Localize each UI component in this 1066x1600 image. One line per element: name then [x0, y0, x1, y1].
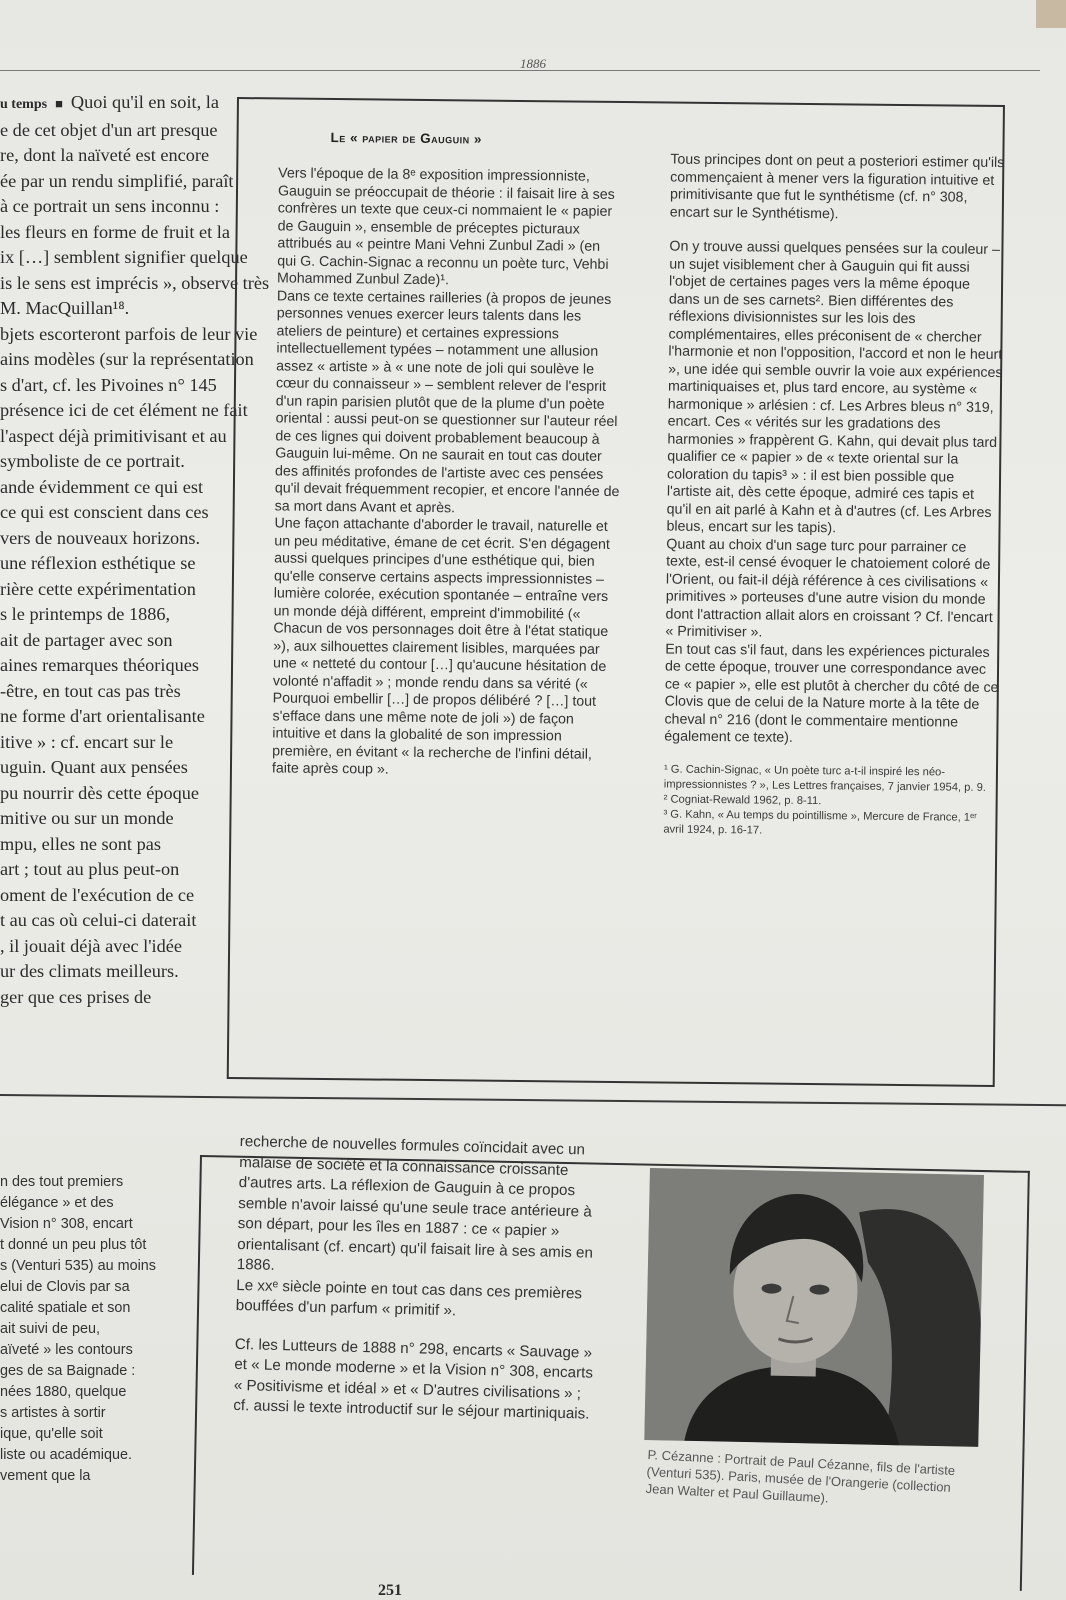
bottom-paragraph: Cf. les Lutteurs de 1888 n° 298, encarts « Sauvage » et « Le monde moderne » et la Vision n° 308, encarts « Positivisme et idéal » et « D'autres civilisations » ; cf. aussi le texte introductif sur le séjour martiniquais.: [233, 1335, 594, 1423]
left-column-line: s d'art, cf. les Pivoines n° 145: [0, 374, 217, 395]
bottom-left-line: ait suivi de peu,: [0, 1321, 100, 1337]
left-column-line: uguin. Quant aux pensées: [0, 757, 188, 777]
encart-paragraph: En tout cas s'il faut, dans les expériences picturales de cette époque, trouver une correspondance avec ce « papier », elle est plutôt à chercher du côté de ce Clovis que de celui de la Nature morte à la tête de cheval n° 216 (dont le commentaire mentionne également ce texte).: [664, 641, 999, 746]
portrait-illustration: [644, 1168, 984, 1447]
left-column-line: ur des climats meilleurs.: [0, 961, 179, 981]
bottom-left-line: vement que la: [0, 1468, 91, 1484]
encart-box: [227, 97, 1005, 1087]
left-column-line: aines remarques théoriques: [0, 655, 199, 675]
left-column-line: bjets escorteront parfois de leur vie: [0, 323, 258, 344]
left-column-line: ée par un rendu simplifié, paraît: [0, 170, 234, 191]
portrait-image: [644, 1168, 984, 1447]
left-column-line: vers de nouveaux horizons.: [0, 527, 201, 548]
left-column-line: is le sens est imprécis », observe très: [0, 272, 270, 293]
left-column-line: e de cet objet d'un art presque: [0, 119, 218, 140]
bottom-left-line: élégance » et des: [0, 1195, 114, 1211]
left-column-line: ix […] semblent signifier quelque: [0, 247, 248, 267]
header-rule: [0, 70, 1040, 71]
bottom-left-line: n des tout premiers: [0, 1174, 124, 1190]
left-column-line: itive » : cf. encart sur le: [0, 731, 174, 752]
bottom-paragraph: Le xxᵉ siècle pointe en tout cas dans ces premières bouffées d'un parfum « primitif ».: [235, 1276, 583, 1320]
portrait-caption: P. Cézanne : Portrait de Paul Cézanne, fils de l'artiste (Venturi 535). Paris, musée de l'Orangerie (collection Jean Walter et Paul Guillaume).: [645, 1446, 956, 1506]
bottom-left-line: s artistes à sortir: [0, 1405, 106, 1421]
encart-paragraph: On y trouve aussi quelques pensées sur la couleur – un sujet visiblement cher à Gauguin qui fit aussi l'objet de certaines pages vers la même époque dans un de ses carnets². Bien différentes des réflexions divisionnistes sur les lois des complémentaires, elles préconisent de « chercher l'harmonie et non l'opposition, l'accord et non le heurt », une idée qui semble ouvrir la voie aux expériences martiniquaises et, plus tard encore, au système « harmonique » arlésien : cf. Les Arbres bleus n° 319, encart. Ces « vérités sur les gradations des harmonies » frappèrent G. Kahn, qui devait plus tard qualifier ce « papier » de « texte oriental sur la coloration du tapis³ » : il est bien possible que l'artiste ait, dès cette époque, admiré ces tapis et qu'il en ait parlé à Kahn et à d'autres (cf. Les Arbres bleus, encart sur les tapis).: [666, 238, 1003, 537]
encart-paragraph: Quant au choix d'un sage turc pour parrainer ce texte, est-il censé évoquer le chatoiement coloré de l'Orient, ou fait-il déjà référence à ces civilisations « primitives » porteuses d'une autre vision du monde dont l'attraction allait alors en croissant ? Cf. l'encart « Primitiviser ».: [665, 536, 993, 641]
left-column-line: ger que ces prises de: [0, 986, 152, 1007]
encart-column-left: [272, 165, 623, 781]
footnote: ¹ G. Cachin-Signac, « Un poète turc a-t-il inspiré les néo-impressionnistes ? », Les Lettres françaises, 7 janvier 1954, p. 9.: [663, 763, 986, 794]
left-column-line: symboliste de ce portrait.: [0, 451, 185, 471]
left-column-line: s le printemps de 1886,: [0, 604, 171, 624]
bottom-left-line: Vision n° 308, encart: [0, 1216, 133, 1232]
bottom-box-text: [233, 1132, 602, 1425]
left-column-line: pu nourrir dès cette époque: [0, 782, 199, 803]
encart-paragraph: Une façon attachante d'aborder le travail, naturelle et un peu méditative, émane de cet écrit. S'en dégagent aussi quelques principes d'une esthétique qui, bien qu'elle conserve certains aspects impressionnistes – lumière colorée, exécution spontanée – entraîne vers un monde déjà différent, empreint d'immobilité (« Chacun de vos personnages doit être à l'état statique »), aux silhouettes clairement lisibles, marquées par une « netteté du contour […] qu'aucune hésitation de volonté n'affadit » ; monde rendu dans sa vérité (« Pourquoi embellir […] de propos délibéré ? […] tout s'efface dans une même note de joli ») de façon intuitive et dans la globalité de son impression première, en évitant « la recherche de l'infini détail, faite après coup ».: [271, 515, 610, 778]
bottom-left-line: ges de sa Baignade :: [0, 1363, 136, 1379]
section-divider: [0, 1094, 1066, 1106]
footnote: ³ G. Kahn, « Au temps du pointillisme », Mercure de France, 1ᵉʳ avril 1924, p. 16-17.: [663, 808, 977, 837]
bottom-left-column: [0, 1172, 190, 1487]
left-column-line: ce qui est conscient dans ces: [0, 502, 209, 522]
left-column-line: t au cas où celui-ci daterait: [0, 910, 197, 930]
bottom-left-line: elui de Clovis par sa: [0, 1279, 130, 1295]
bottom-left-line: calité spatiale et son: [0, 1300, 131, 1316]
bottom-left-line: nées 1880, quelque: [0, 1384, 127, 1400]
bottom-left-line: s (Venturi 535) au moins: [0, 1258, 156, 1274]
section-lead: u temps: [0, 97, 48, 112]
left-column-line: mpu, elles ne sont pas: [0, 833, 161, 854]
left-column-line: mitive ou sur un monde: [0, 808, 174, 828]
left-column-line: , il jouait déjà avec l'idée: [0, 935, 182, 956]
left-column-line: ande évidemment ce qui est: [0, 476, 204, 497]
encart-column-right: [663, 152, 1005, 841]
encart-paragraph: Tous principes dont on peut a posteriori estimer qu'ils commençaient à mener vers la figuration intuitive et primitivisante que fut le synthétisme (cf. n° 308, encart sur le Synthétisme).: [669, 151, 1005, 222]
square-bullet-icon: ■: [55, 96, 63, 111]
left-column-line: -être, en tout cas pas très: [0, 680, 181, 701]
left-column-line: ains modèles (sur la représentation: [0, 349, 254, 369]
left-column-line: M. MacQuillan¹⁸.: [0, 298, 130, 318]
left-column-line: art ; tout au plus peut-on: [0, 859, 180, 879]
encart-paragraph: Dans ce texte certaines railleries (à propos de jeunes personnes venues exercer leurs talents dans les ateliers de peinture) et certaines expressions intellectuellement typées – notamment une allusion assez « artiste » à « une note de joli qui soulève le cœur du connaisseur » – semblent relever de l'esprit d'un rapin parisien plutôt que de la plume d'un poète oriental : aussi peut-on se questionner sur l'auteur réel de ces lignes qui doivent probablement beaucoup à Gauguin lui-même. On ne saurait en tout cas douter des affinités profondes de l'artiste avec ces pensées qu'il devait fréquemment recopier, et encore l'année de sa mort dans Avant et après.: [274, 287, 620, 516]
left-column-line: ne forme d'art orientalisante: [0, 706, 205, 726]
left-column-line: l'aspect déjà primitivisant et au: [0, 425, 227, 446]
left-column-line: à ce portrait un sens inconnu :: [0, 196, 220, 216]
encart-title: Le « papier de Gauguin »: [330, 129, 483, 147]
left-column-line: les fleurs en forme de fruit et la: [0, 221, 230, 242]
left-column-line: re, dont la naïveté est encore: [0, 145, 210, 165]
left-column-line: oment de l'exécution de ce: [0, 884, 195, 905]
bottom-left-line: ique, qu'elle soit: [0, 1426, 103, 1442]
footnote: ² Cogniat-Rewald 1962, p. 8-11.: [663, 793, 822, 807]
bottom-left-line: liste ou académique.: [0, 1447, 132, 1463]
left-column-line: présence ici de cet élément ne fait: [0, 400, 248, 420]
encart-paragraph: Vers l'époque de la 8ᵉ exposition impressionniste, Gauguin se préoccupait de théorie : il faisait lire à ses confrères un texte que ceux-ci nommaient le « papier de Gauguin », ensemble de préceptes picturaux attribués au « peintre Mani Vehni Zunbul Zadi » (en qui G. Cachin-Signac a reconnu un poète turc, Vehbi Mohammed Zunbul Zade)¹.: [277, 165, 615, 289]
left-column-line: u temps ■ Quoi qu'il en soit, la: [0, 92, 219, 112]
bottom-left-line: aïveté » les contours: [0, 1342, 133, 1358]
left-column-line: une réflexion esthétique se: [0, 553, 196, 573]
page-number: 251: [378, 1582, 402, 1599]
running-head: 1886: [520, 56, 546, 71]
left-column-line: ait de partager avec son: [0, 629, 173, 650]
left-column-line: rière cette expérimentation: [0, 578, 196, 599]
bottom-paragraph: recherche de nouvelles formules coïncidait avec un malaise de société et la connaissance croissante d'autres arts. La réflexion de Gauguin à ce propos semble n'avoir laissé qu'une seule trace antérieure à son départ, pour les îles en 1887 : ce « papier » orientalisant (cf. encart) qu'il faisait lire à ses amis en 1886.: [236, 1132, 594, 1274]
page-corner: [1036, 0, 1066, 28]
footnotes: [663, 762, 999, 841]
bottom-left-line: t donné un peu plus tôt: [0, 1237, 147, 1253]
